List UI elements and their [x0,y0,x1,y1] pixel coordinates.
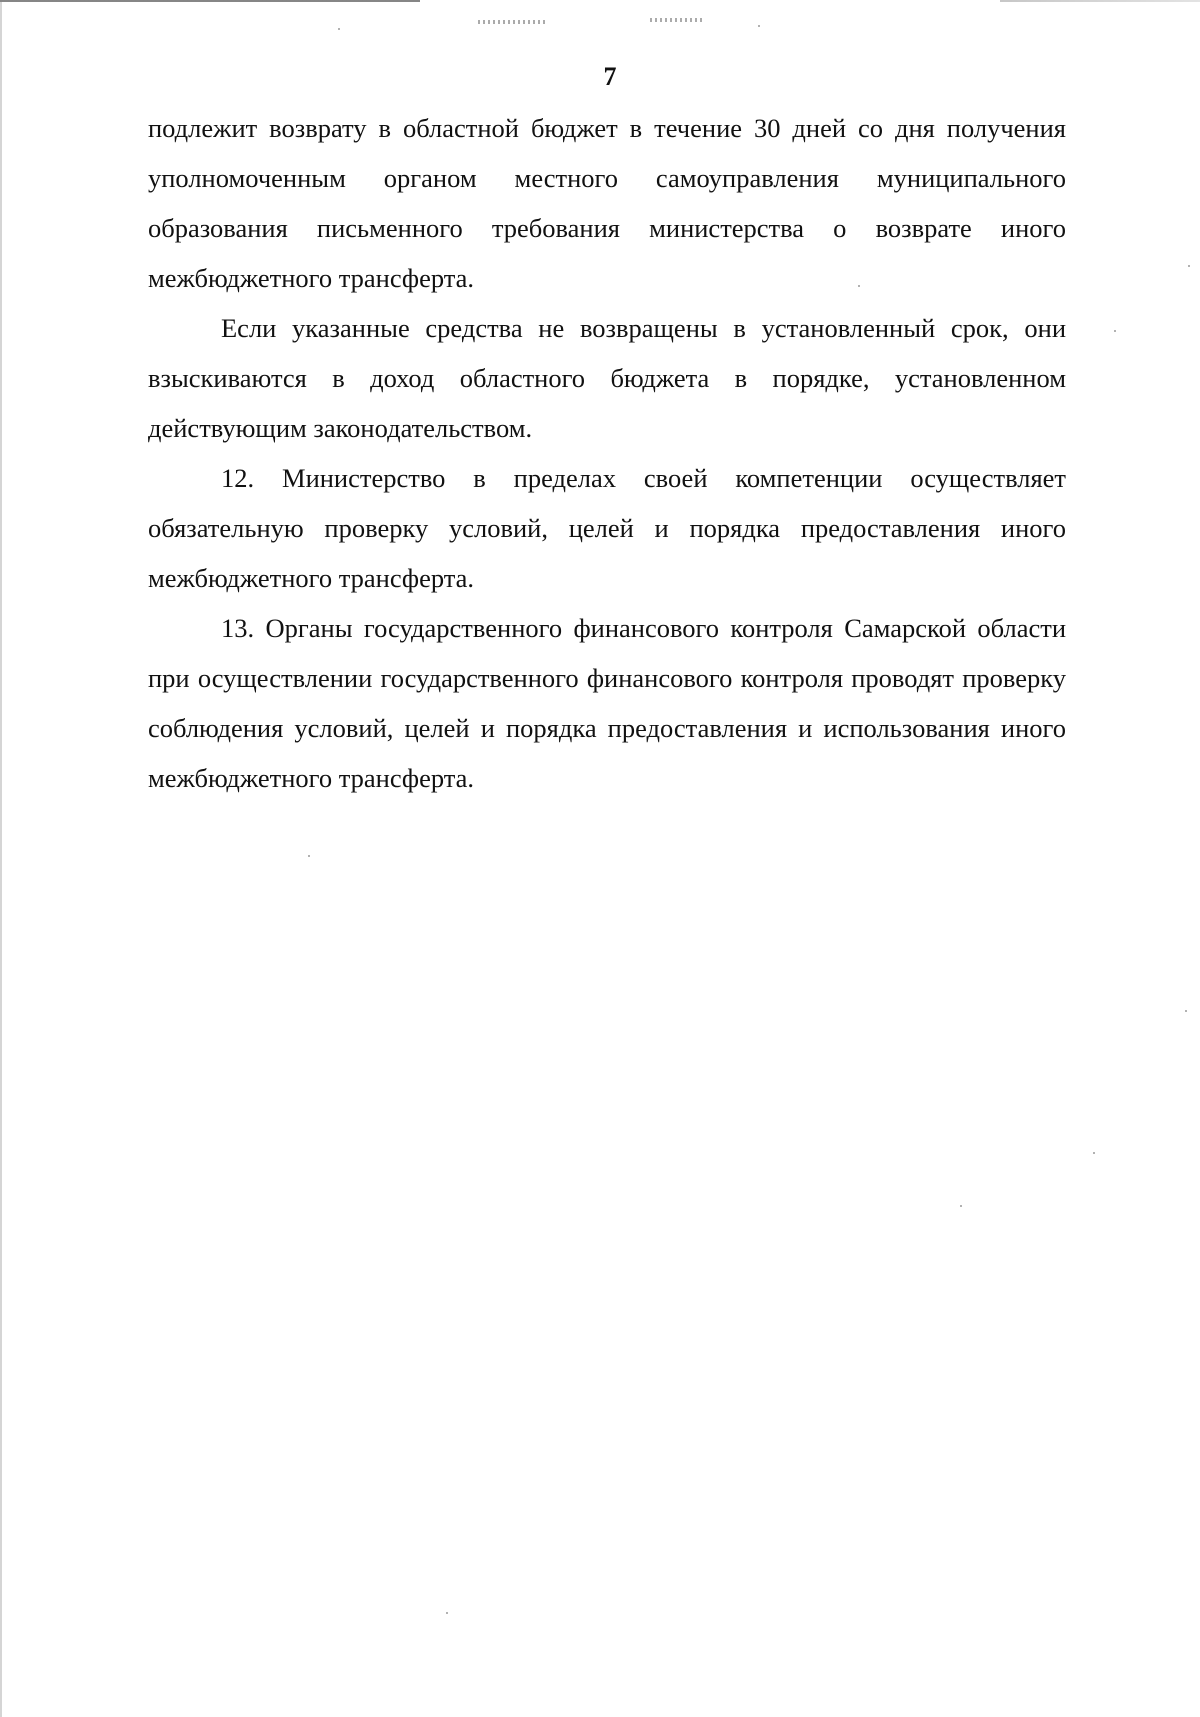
scan-speck [960,1205,962,1207]
scan-speck [308,855,310,857]
scan-speck [1093,1152,1095,1154]
paragraph-recovery: Если указанные средства не возвращены в установленный срок, они взыскиваются в доход областного бюджета в порядке, установленном действующим законодательством. [148,313,1066,443]
paragraph-13-financial-control: 13. Органы государственного финансового контроля Самарской области при осуществлении государственного финансового контроля проводят проверку соблюдения условий, целей и порядка предоставления и использования иного межбюджетного трансферта. [148,613,1066,793]
paragraph-return-deadline: подлежит возврату в областной бюджет в течение 30 дней со дня получения уполномоченным органом местного самоуправления муниципального образования письменного требования министерства о возврате иного межбюджетного трансферта. [148,113,1066,293]
scan-speck [446,1612,448,1614]
scan-speck [338,28,340,30]
scan-speck [1114,330,1116,332]
paragraph-12-ministry-check: 12. Министерство в пределах своей компетенции осуществляет обязательную проверку условий, целей и порядка предоставления иного межбюджетного трансферта. [148,463,1066,593]
scan-speck [1188,265,1190,267]
scan-speck [1185,1010,1187,1012]
scan-edge-top [0,0,1200,2]
scan-edge-left [0,0,2,1717]
scan-speck [758,25,760,27]
scan-smudge [478,20,548,24]
scan-smudge [650,18,704,22]
document-body [148,103,1066,803]
page-number: 7 [603,62,617,91]
